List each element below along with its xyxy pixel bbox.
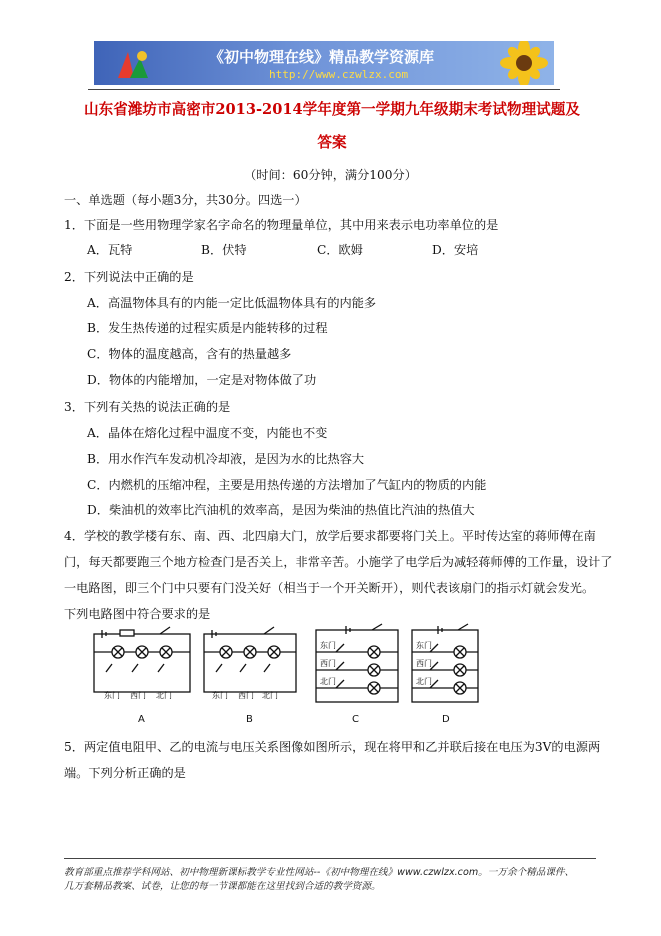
question-2-option-d: D．物体的内能增加，一定是对物体做了功 <box>87 373 317 387</box>
question-4-stem-line4: 下列电路图中符合要求的是 <box>64 607 211 621</box>
banner-title: 《初中物理在线》精品教学资源库 <box>209 48 435 66</box>
footer-line1: 教育部重点推荐学科网站、初中物理新课标教学专业性网站--《初中物理在线》www.czwlzx.com。一万余个精品课件、 <box>64 867 575 878</box>
question-2-option-c: C．物体的温度越高，含有的热量越多 <box>87 347 292 361</box>
question-3-option-d: D．柴油机的效率比汽油机的效率高，是因为柴油的热值比汽油的热值大 <box>87 503 475 517</box>
circuit-d-door-3: 北门 <box>416 677 432 686</box>
circuit-d-door-1: 东门 <box>416 641 432 650</box>
circuit-b-door-3: 北门 <box>262 691 278 700</box>
sunflower-icon <box>484 41 554 85</box>
banner-url[interactable]: http://www.czwlzx.com <box>269 68 409 81</box>
header-banner <box>94 41 554 85</box>
circuit-c-door-2: 西门 <box>320 659 336 668</box>
question-3-option-c: C．内燃机的压缩冲程，主要是用热传递的方法增加了气缸内的物质的内能 <box>87 478 487 492</box>
question-1-options <box>87 241 507 257</box>
question-2-option-b: B．发生热传递的过程实质是内能转移的过程 <box>87 321 328 335</box>
circuit-a-door-3: 北门 <box>156 691 172 700</box>
circuit-b-label: B <box>246 714 253 725</box>
circuit-a-door-1: 东门 <box>104 691 120 700</box>
question-1-option-d: D．安培 <box>432 243 479 257</box>
document-title-line2: 答案 <box>317 134 347 151</box>
question-3-stem: 3．下列有关热的说法正确的是 <box>64 400 231 414</box>
question-2-stem: 2．下列说法中正确的是 <box>64 270 194 284</box>
question-1-option-a: A．瓦特 <box>87 243 133 257</box>
circuit-a <box>94 627 190 725</box>
header-rule <box>88 89 560 90</box>
circuit-d-door-2: 西门 <box>416 659 432 668</box>
question-1-option-c: C．欧姆 <box>317 243 363 257</box>
question-5-stem-line2: 端。下列分析正确的是 <box>64 766 186 780</box>
section-heading: 一、单选题（每小题3分，共30分。四选一） <box>64 193 307 207</box>
footer-line2: 几万套精品教案、试卷，让您的每一节课都能在这里找到合适的教学资源。 <box>64 881 381 892</box>
circuit-c-door-3: 北门 <box>320 677 336 686</box>
question-4-stem-line2: 门，每天都要跑三个地方检查门是否关上，非常辛苦。小施学了电学后为减轻蒋师傅的工作量，设计了 <box>64 555 613 569</box>
circuit-c-label: C <box>352 714 359 725</box>
question-4-stem-line1: 4．学校的教学楼有东、南、西、北四扇大门，放学后要求都要将门关上。平时传达室的蒋师傅在南 <box>64 529 596 543</box>
circuit-diagrams <box>90 622 480 730</box>
site-logo-icon <box>114 48 154 80</box>
question-5-stem-line1: 5．两定值电阻甲、乙的电流与电压关系图像如图所示，现在将甲和乙并联后接在电压为3V的电源两 <box>64 740 601 754</box>
circuit-b-door-1: 东门 <box>212 691 228 700</box>
footer-rule <box>64 858 596 859</box>
circuit-d <box>412 624 478 725</box>
question-3-option-a: A．晶体在熔化过程中温度不变，内能也不变 <box>87 426 328 440</box>
circuit-b-door-2: 西门 <box>238 691 254 700</box>
circuit-d-label: D <box>442 714 450 725</box>
question-1-stem: 1．下面是一些用物理学家名字命名的物理量单位，其中用来表示电功率单位的是 <box>64 218 499 232</box>
circuit-c <box>316 624 398 725</box>
question-2-option-a: A．高温物体具有的内能一定比低温物体具有的内能多 <box>87 296 377 310</box>
question-1-option-b: B．伏特 <box>201 243 247 257</box>
question-4-stem-line3: 一电路图，即三个门中只要有门没关好（相当于一个开关断开），则代表该扇门的指示灯就会发光。 <box>64 581 595 595</box>
circuit-a-door-2: 西门 <box>130 691 146 700</box>
time-info: （时间：60分钟，满分100分） <box>244 168 417 182</box>
document-title-line1: 山东省潍坊市高密市2013-2014学年度第一学期九年级期末考试物理试题及 <box>84 101 580 118</box>
circuit-c-door-1: 东门 <box>320 641 336 650</box>
question-3-option-b: B．用水作汽车发动机冷却液，是因为水的比热容大 <box>87 452 365 466</box>
circuit-b <box>204 627 296 725</box>
circuit-a-label: A <box>138 714 145 725</box>
